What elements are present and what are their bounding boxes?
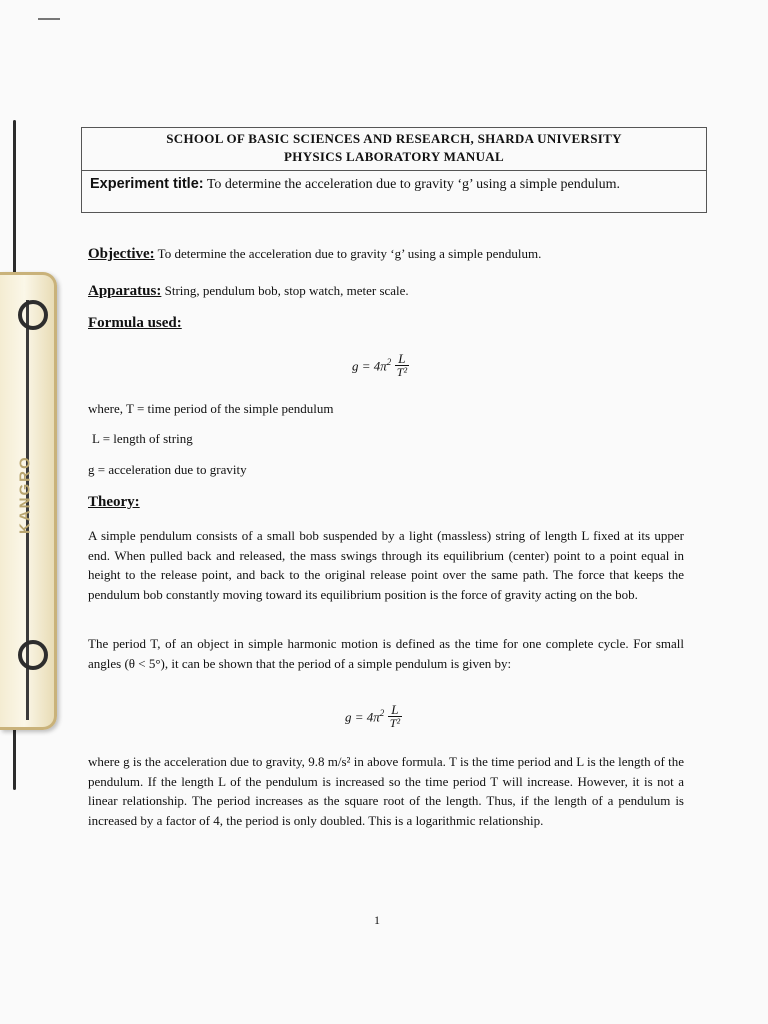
experiment-title-text: To determine the acceleration due to gravity ‘g’ using a simple pendulum. bbox=[206, 177, 621, 192]
apparatus-text: String, pendulum bob, stop watch, meter scale. bbox=[164, 283, 409, 298]
theory-paragraph-2: The period T, of an object in simple harmonic motion is defined as the time for one complete cycle. For small angles (θ < 5°), it can be shown that the period of a simple pendulum is given by: bbox=[88, 636, 684, 671]
theory-paragraph-1: A simple pendulum consists of a small bob suspended by a light (massless) string of length L fixed at its upper end. When pulled back and released, the mass swings through its equilibrium (center) point to a point equal in height to the release point, and back to the original release point over the same path. The force that keeps the pendulum bob constantly moving toward its equilibrium position is the force of gravity acting on the bob. bbox=[88, 528, 684, 602]
formula-numerator: L bbox=[388, 703, 401, 717]
formula-lhs: $g = 4\pi^2$ bbox=[345, 707, 385, 725]
binder-brand-label: KANGRO bbox=[16, 455, 34, 535]
page-number: 1 bbox=[374, 913, 380, 927]
pendulum-formula bbox=[352, 352, 409, 379]
period-formula bbox=[345, 703, 402, 730]
formula-section-heading-row bbox=[88, 315, 182, 332]
binder-ring-icon bbox=[18, 640, 48, 670]
where-T: where, T = time period of the simple pendulum bbox=[88, 401, 334, 416]
apparatus-section bbox=[88, 283, 409, 300]
pencil-mark bbox=[38, 18, 60, 20]
theory-heading-row bbox=[88, 494, 140, 511]
objective-section bbox=[88, 246, 541, 263]
experiment-title-label: Experiment title: bbox=[90, 176, 204, 192]
apparatus-heading: Apparatus: bbox=[88, 283, 162, 299]
where-L: L = length of string bbox=[92, 431, 193, 446]
theory-heading: Theory: bbox=[88, 494, 140, 510]
formula-fraction bbox=[388, 703, 401, 730]
manual-name: PHYSICS LABORATORY MANUAL bbox=[284, 149, 504, 164]
objective-heading: Objective: bbox=[88, 246, 155, 262]
school-name: SCHOOL OF BASIC SCIENCES AND RESEARCH, SHARDA UNIVERSITY bbox=[166, 131, 622, 146]
where-g: g = acceleration due to gravity bbox=[88, 462, 247, 477]
formula-numerator: L bbox=[395, 352, 408, 366]
manual-header-box bbox=[81, 127, 707, 213]
formula-denominator: T² bbox=[396, 365, 408, 379]
header-divider bbox=[82, 170, 706, 171]
theory-paragraph-3: where g is the acceleration due to gravity, 9.8 m/s² in above formula. T is the time period and L is the length of the pendulum. If the length L of the pendulum is increased so the time period T will increase. However, it is not a linear relationship. The period increases as the square root of the length. Thus, if the length of a pendulum is increased by a factor of 4, the period is only doubled. This is a logarithmic relationship. bbox=[88, 754, 684, 828]
experiment-title-line bbox=[90, 176, 620, 193]
formula-lhs: $g = 4\pi^2$ bbox=[352, 356, 392, 374]
objective-text: To determine the acceleration due to gravity ‘g’ using a simple pendulum. bbox=[157, 246, 542, 261]
formula-fraction bbox=[395, 352, 408, 379]
formula-heading: Formula used: bbox=[88, 315, 182, 331]
formula-denominator: T² bbox=[389, 716, 401, 730]
binder-ring-icon bbox=[18, 300, 48, 330]
